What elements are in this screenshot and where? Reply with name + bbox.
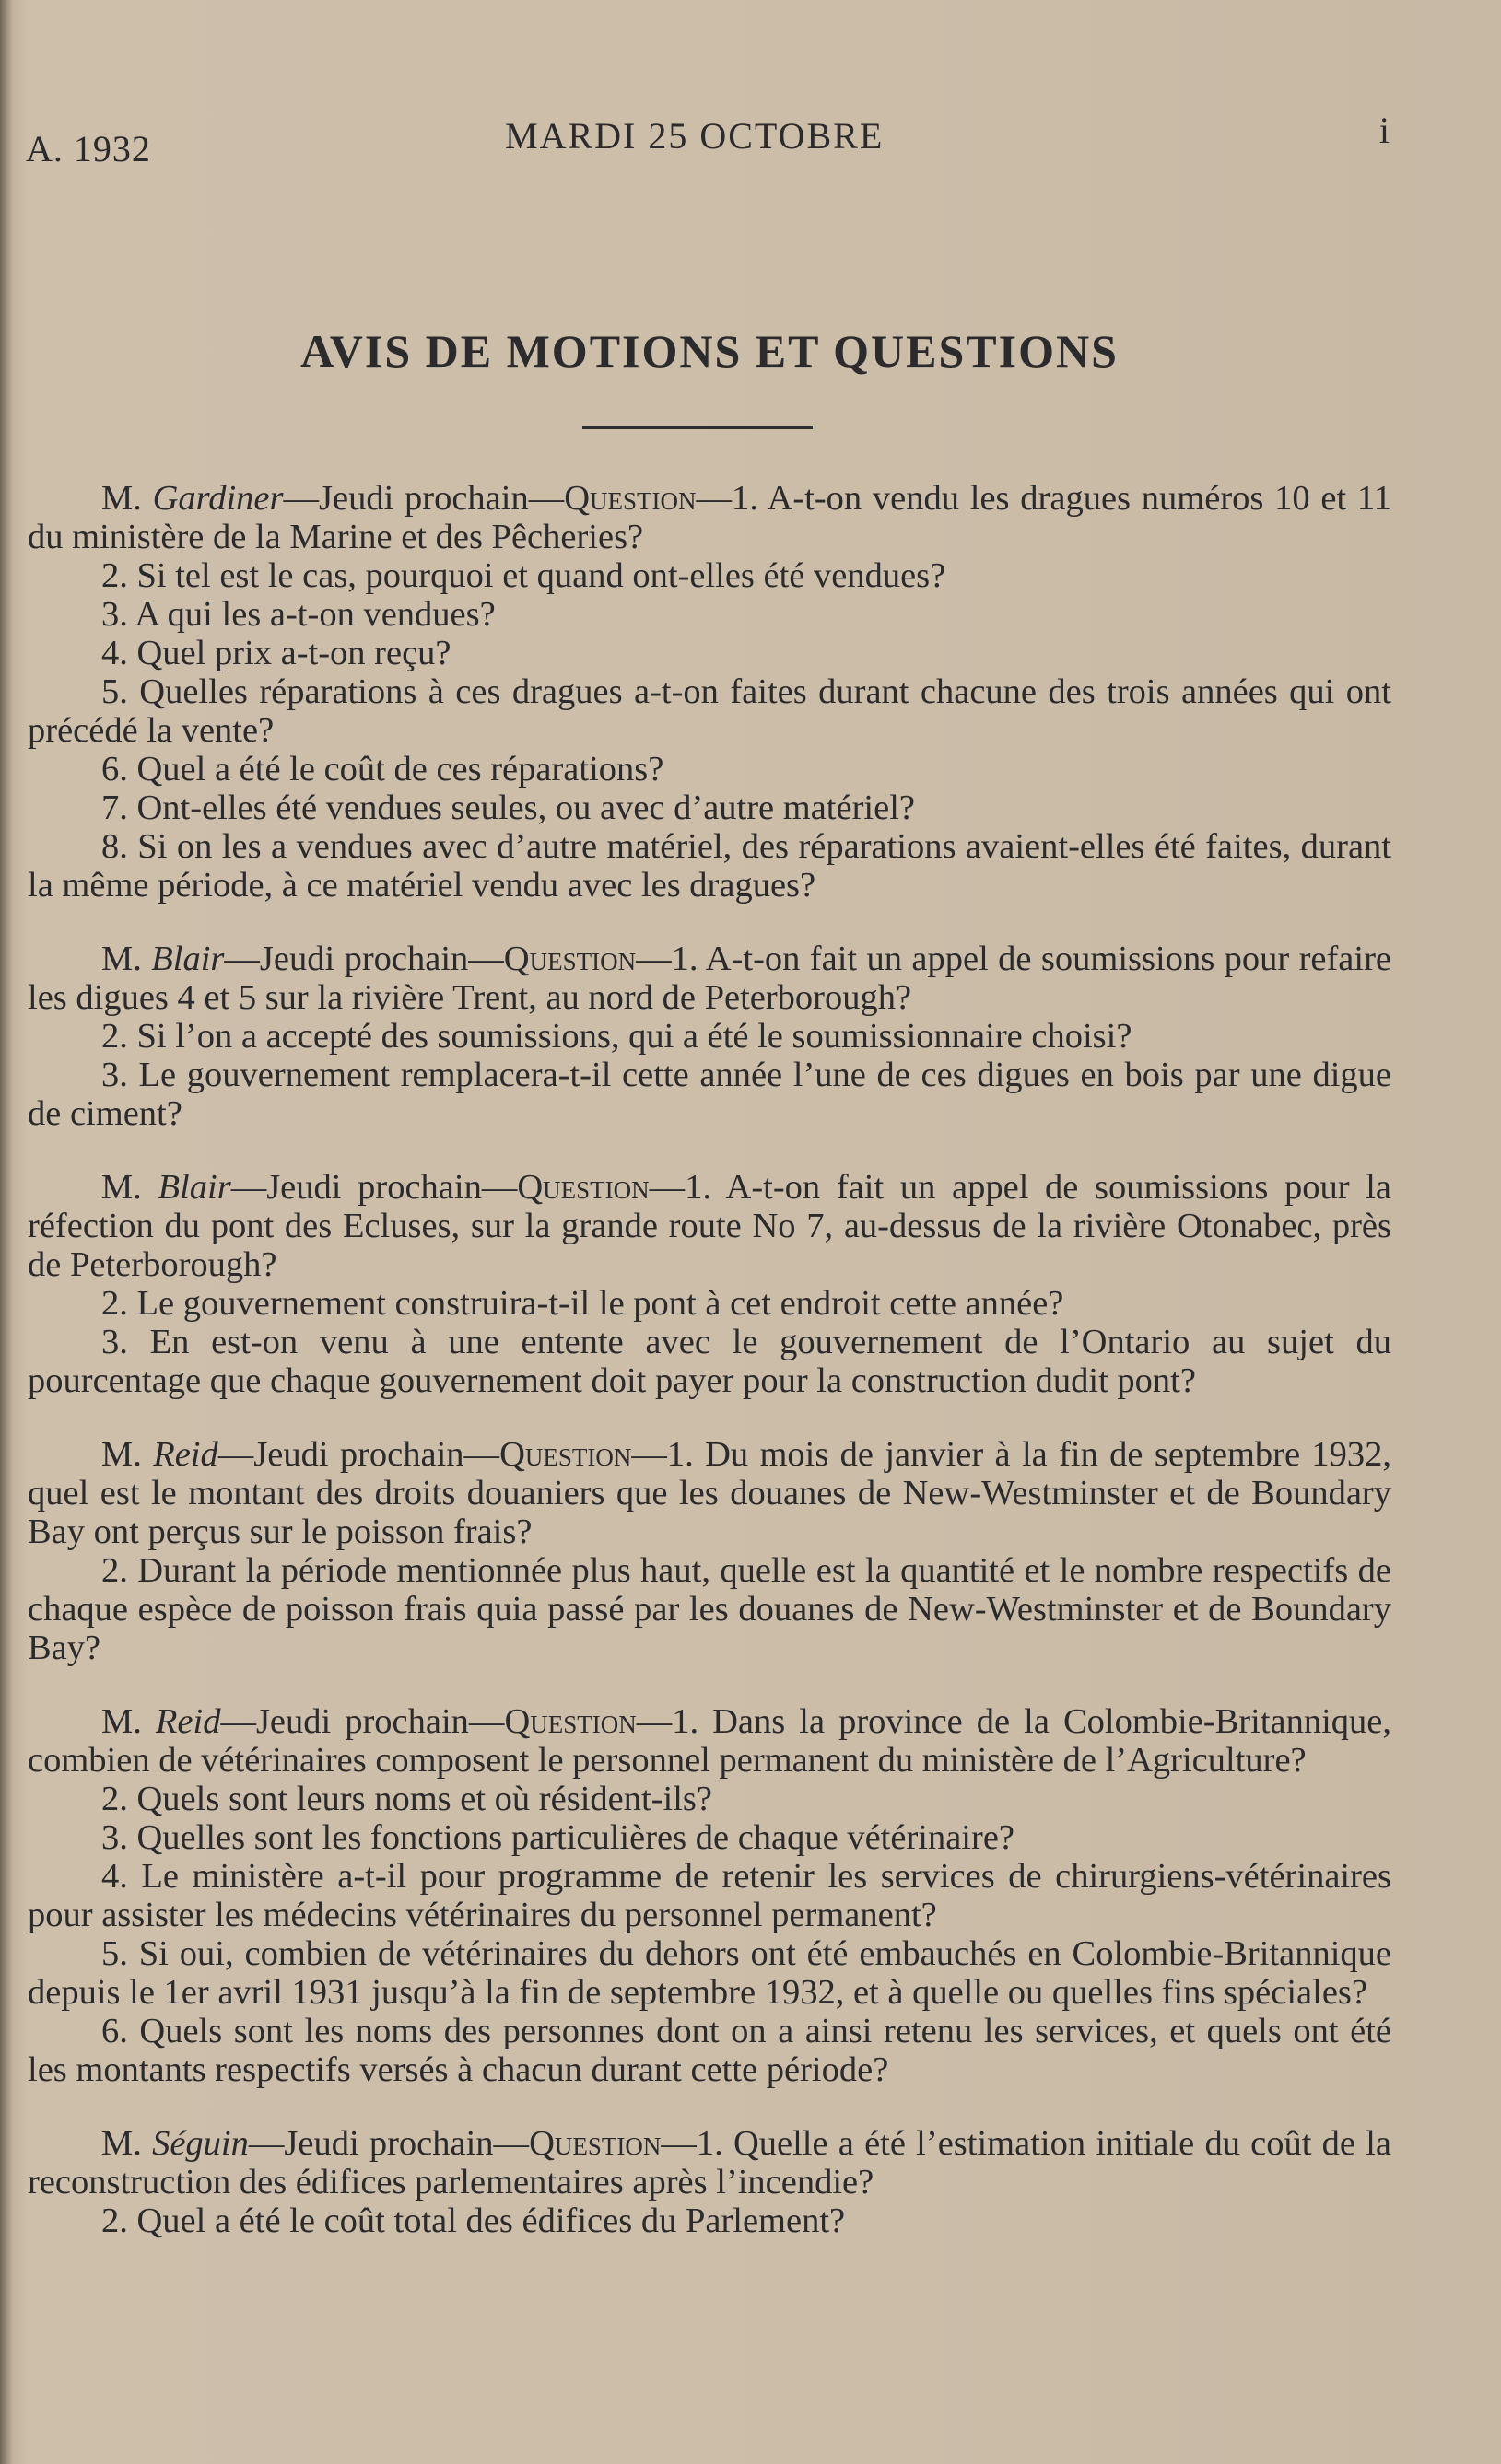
page-title: AVIS DE MOTIONS ET QUESTIONS: [300, 325, 1119, 377]
page-header: [26, 109, 1390, 169]
question-item: 4. Le ministère a-t-il pour programme de retenir les services de chirurgiens-vétérinaires pour assister les médecins vétérinaires du personnel permanent?: [28, 1857, 1391, 1934]
question-1: —1. A-t-on fait un appel de soumissions pour la réfection du pont des Ecluses, sur la grande route No 7, au-dessus de la rivière Otonabec, près de Peterborough?: [28, 1168, 1392, 1284]
member-name: Reid: [155, 1702, 221, 1741]
question-item: 2. Quel a été le coût total des édifices du Parlement?: [101, 2201, 846, 2240]
question-item: 2. Si l’on a accepté des soumissions, qui a été le soumissionnaire choisi?: [101, 1017, 1132, 1056]
motion-when: —Jeudi prochain—: [220, 1702, 505, 1741]
motion-reid-2: [28, 1702, 1391, 2089]
motion-prefix: M.: [101, 479, 142, 518]
motion-prefix: M.: [101, 1435, 142, 1474]
question-1: —1. Quelle a été l’estimation initiale du coût de la reconstruction des édifices parlementaires après l’incendie?: [28, 2124, 1391, 2201]
motion-kind: Question: [517, 1168, 650, 1207]
question-item: 3. Le gouvernement remplacera-t-il cette année l’une de ces digues en bois par une digue de ciment?: [28, 1056, 1391, 1133]
motions-list: [28, 479, 1391, 2275]
question-1: —1. Du mois de janvier à la fin de septembre 1932, quel est le montant des droits douaniers que les douanes de New-Westminster et de Boundary Bay ont perçus sur le poisson frais?: [28, 1435, 1392, 1551]
question-item: 6. Quel a été le coût de ces réparations?: [101, 750, 664, 788]
motion-gardiner: [28, 479, 1391, 905]
motion-intro: [28, 1702, 1391, 1780]
question-item: 6. Quels sont les noms des personnes dont on a ainsi retenu les services, et quels ont été les montants respectifs versés à chacun durant cette période?: [28, 2012, 1391, 2089]
motion-kind: Question: [503, 940, 637, 978]
motion-seguin: [28, 2124, 1391, 2240]
question-item: 2. Quels sont leurs noms et où résident-ils?: [101, 1780, 712, 1818]
motion-blair-2: [28, 1168, 1391, 1400]
page-number: i: [1378, 110, 1390, 151]
question-item: 3. En est-on venu à une entente avec le gouvernement de l’Ontario au sujet du pourcentage que chaque gouvernement doit payer pour la construction dudit pont?: [28, 1323, 1391, 1400]
header-volume: A. 1932: [26, 128, 151, 169]
title-rule: [582, 426, 813, 429]
member-name: Blair: [158, 1168, 231, 1207]
motion-intro: [28, 2124, 1391, 2201]
motion-prefix: M.: [101, 940, 142, 978]
motion-intro: [28, 1435, 1391, 1551]
question-item: 3. A qui les a-t-on vendues?: [101, 595, 496, 634]
motion-prefix: M.: [101, 1168, 142, 1207]
motion-when: —Jeudi prochain—: [230, 1168, 518, 1207]
motion-when: —Jeudi prochain—: [248, 2124, 530, 2163]
question-1: —1. A-t-on fait un appel de soumissions pour refaire les digues 4 et 5 sur la rivière Trent, au nord de Peterborough?: [28, 940, 1392, 1017]
question-item: 2. Le gouvernement construira-t-il le pont à cet endroit cette année?: [101, 1284, 1064, 1323]
motion-intro: [28, 479, 1391, 556]
motion-prefix: M.: [101, 2124, 142, 2163]
motion-intro: [28, 1168, 1391, 1284]
motion-prefix: M.: [101, 1702, 142, 1741]
member-name: Reid: [153, 1435, 218, 1474]
member-name: Blair: [151, 940, 225, 978]
member-name: Gardiner: [152, 479, 284, 518]
question-item: 2. Si tel est le cas, pourquoi et quand ont-elles été vendues?: [101, 556, 946, 595]
motion-kind: Question: [564, 479, 697, 518]
question-1: —1. Dans la province de la Colombie-Britannique, combien de vétérinaires composent le personnel permanent du ministère de l’Agriculture?: [28, 1702, 1392, 1780]
question-item: 3. Quelles sont les fonctions particulières de chaque vétérinaire?: [101, 1818, 1014, 1857]
member-name: Séguin: [152, 2124, 249, 2163]
motion-kind: Question: [499, 1435, 632, 1474]
motion-kind: Question: [529, 2124, 662, 2163]
motion-kind: Question: [504, 1702, 637, 1741]
motion-when: —Jeudi prochain—: [283, 479, 565, 518]
motion-reid-1: [28, 1435, 1391, 1667]
motion-when: —Jeudi prochain—: [224, 940, 504, 978]
question-item: 8. Si on les a vendues avec d’autre matériel, des réparations avaient-elles été faites, durant la même période, à ce matériel vendu avec les dragues?: [28, 827, 1391, 905]
question-item: 5. Si oui, combien de vétérinaires du dehors ont été embauchés en Colombie-Britannique depuis le 1er avril 1931 jusqu’à la fin de septembre 1932, et à quelle ou quelles fins spéciales?: [28, 1934, 1391, 2012]
question-1: —1. A-t-on vendu les dragues numéros 10 et 11 du ministère de la Marine et des Pêcheries?: [28, 479, 1391, 556]
motion-blair-1: [28, 940, 1391, 1133]
question-item: 5. Quelles réparations à ces dragues a-t-on faites durant chacune des trois années qui ont précédé la vente?: [28, 672, 1391, 750]
header-date: MARDI 25 OCTOBRE: [505, 115, 885, 157]
question-item: 2. Durant la période mentionnée plus haut, quelle est la quantité et le nombre respectifs de chaque espèce de poisson frais quia passé par les douanes de New-Westminster et de Boundary Bay?: [28, 1551, 1391, 1667]
question-item: 7. Ont-elles été vendues seules, ou avec d’autre matériel?: [101, 788, 915, 827]
motion-when: —Jeudi prochain—: [217, 1435, 500, 1474]
motion-intro: [28, 940, 1391, 1017]
question-item: 4. Quel prix a-t-on reçu?: [101, 634, 451, 672]
